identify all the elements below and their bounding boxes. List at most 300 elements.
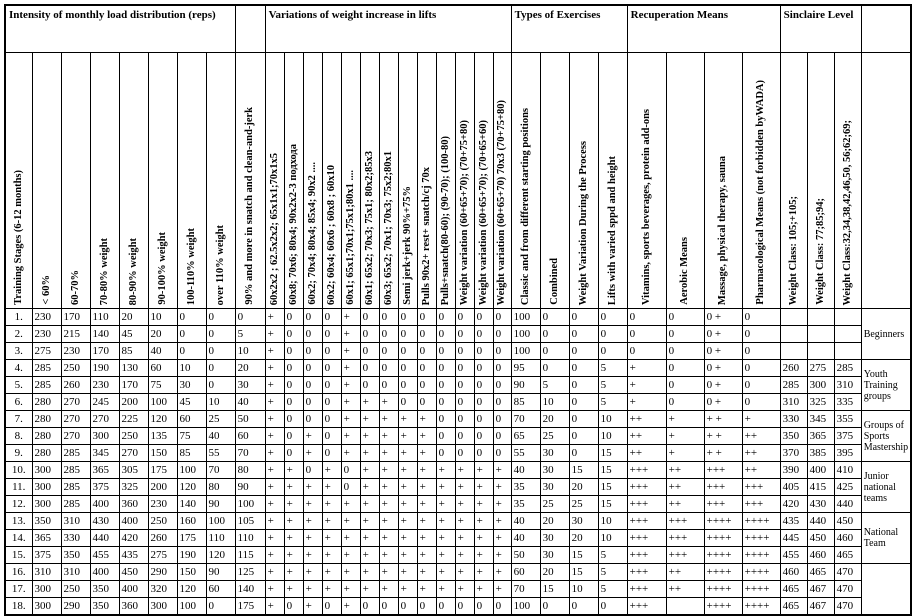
- table-cell: +: [265, 445, 284, 462]
- table-cell: 290: [148, 564, 177, 581]
- table-cell: 415: [807, 479, 834, 496]
- table-cell: 100: [177, 598, 206, 615]
- table-cell: 0: [493, 309, 511, 326]
- table-cell: 0: [455, 343, 474, 360]
- table-cell: 0 +: [704, 309, 742, 326]
- table-cell: 0: [322, 377, 341, 394]
- table-cell: 0: [303, 360, 322, 377]
- table-cell: 0: [398, 326, 417, 343]
- table-cell: 30: [177, 377, 206, 394]
- table-cell: +: [493, 530, 511, 547]
- table-cell: 430: [90, 513, 119, 530]
- table-cell: +: [341, 581, 360, 598]
- row-number: 12.: [5, 496, 32, 513]
- table-cell: 0: [493, 411, 511, 428]
- table-cell: 10: [206, 394, 235, 411]
- table-cell: +: [493, 479, 511, 496]
- row-number: 18.: [5, 598, 32, 615]
- table-cell: 0: [398, 394, 417, 411]
- table-cell: +: [417, 564, 436, 581]
- table-row: [5, 360, 911, 377]
- table-cell: ++: [666, 564, 704, 581]
- table-cell: 0: [742, 394, 780, 411]
- table-cell: +++: [627, 547, 666, 564]
- table-cell: 0: [455, 309, 474, 326]
- table-cell: 460: [834, 530, 861, 547]
- table-cell: +++: [742, 496, 780, 513]
- table-cell: 60: [206, 581, 235, 598]
- table-cell: 0: [569, 326, 598, 343]
- table-cell: +: [303, 428, 322, 445]
- table-cell: ++: [627, 411, 666, 428]
- table-cell: 0: [493, 394, 511, 411]
- column-header-label: 60x1; 65x1;70x1;75x1;80x1 ....: [344, 170, 356, 305]
- table-cell: ++: [666, 479, 704, 496]
- table-cell: +: [360, 479, 379, 496]
- table-cell: 90: [206, 564, 235, 581]
- table-cell: +: [379, 581, 398, 598]
- table-cell: 10: [598, 411, 627, 428]
- column-header: [742, 53, 780, 309]
- column-header: [666, 53, 704, 309]
- table-cell: 30: [569, 513, 598, 530]
- column-header: [398, 53, 417, 309]
- table-cell: 0: [569, 394, 598, 411]
- table-cell: 0: [455, 411, 474, 428]
- table-cell: 375: [834, 428, 861, 445]
- table-cell: 270: [61, 428, 90, 445]
- table-cell: 0: [284, 343, 303, 360]
- table-row: [5, 326, 911, 343]
- table-cell: +: [436, 530, 455, 547]
- table-cell: 0: [493, 377, 511, 394]
- table-cell: 35: [511, 496, 540, 513]
- table-cell: 25: [206, 411, 235, 428]
- table-cell: 0: [379, 343, 398, 360]
- table-cell: 0: [666, 343, 704, 360]
- table-cell: 150: [177, 564, 206, 581]
- table-cell: 45: [119, 326, 148, 343]
- table-cell: 400: [119, 581, 148, 598]
- table-cell: 285: [32, 377, 61, 394]
- table-cell: 0: [540, 598, 569, 615]
- table-cell: 0: [540, 343, 569, 360]
- table-cell: 40: [206, 428, 235, 445]
- table-cell: 0: [436, 326, 455, 343]
- table-cell: +: [360, 462, 379, 479]
- table-cell: 285: [61, 479, 90, 496]
- table-cell: 0: [598, 309, 627, 326]
- table-cell: +++: [627, 581, 666, 598]
- table-cell: 0: [322, 428, 341, 445]
- table-cell: 25: [569, 496, 598, 513]
- table-cell: 0: [742, 343, 780, 360]
- table-cell: 250: [61, 360, 90, 377]
- table-cell: 30: [540, 479, 569, 496]
- table-cell: 465: [807, 564, 834, 581]
- table-cell: 80: [235, 462, 265, 479]
- table-cell: 100: [206, 513, 235, 530]
- table-cell: 0: [455, 326, 474, 343]
- table-cell: 85: [177, 445, 206, 462]
- table-cell: 90: [206, 496, 235, 513]
- table-cell: +: [265, 411, 284, 428]
- table-cell: 0: [436, 377, 455, 394]
- table-cell: 0: [598, 598, 627, 615]
- table-cell: +: [360, 496, 379, 513]
- table-cell: 345: [90, 445, 119, 462]
- table-cell: 20: [540, 411, 569, 428]
- table-cell: 55: [206, 445, 235, 462]
- table-cell: 0: [742, 309, 780, 326]
- table-cell: 160: [177, 513, 206, 530]
- table-cell: 225: [119, 411, 148, 428]
- column-header: [474, 53, 493, 309]
- table-cell: +: [627, 394, 666, 411]
- table-cell: +: [493, 513, 511, 530]
- table-cell: 405: [780, 479, 807, 496]
- table-cell: 5: [235, 326, 265, 343]
- table-cell: +: [474, 513, 493, 530]
- table-cell: +++: [742, 479, 780, 496]
- table-cell: +: [341, 445, 360, 462]
- table-cell: 0: [303, 377, 322, 394]
- table-cell: +: [303, 479, 322, 496]
- table-cell: 20: [540, 564, 569, 581]
- table-row: [5, 496, 911, 513]
- table-cell: 120: [177, 581, 206, 598]
- table-cell: +: [474, 547, 493, 564]
- table-cell: +: [265, 360, 284, 377]
- table-cell: 0: [177, 309, 206, 326]
- column-header: [341, 53, 360, 309]
- table-cell: +: [436, 496, 455, 513]
- table-cell: 385: [807, 445, 834, 462]
- table-cell: 280: [32, 394, 61, 411]
- column-header-label: 100-110% weight: [185, 227, 197, 305]
- table-cell: 270: [61, 394, 90, 411]
- table-cell: 5: [598, 377, 627, 394]
- table-cell: +: [379, 496, 398, 513]
- table-cell: 0: [284, 428, 303, 445]
- table-cell: 0: [206, 360, 235, 377]
- table-cell: 20: [569, 479, 598, 496]
- row-number: 5.: [5, 377, 32, 394]
- column-header: [303, 53, 322, 309]
- table-cell: 175: [235, 598, 265, 615]
- table-cell: +: [284, 496, 303, 513]
- column-header: [148, 53, 177, 309]
- column-header: [235, 53, 265, 309]
- table-cell: +++: [704, 479, 742, 496]
- table-cell: 20: [569, 530, 598, 547]
- table-cell: 5: [598, 581, 627, 598]
- table-cell: 0: [284, 377, 303, 394]
- table-cell: 280: [32, 411, 61, 428]
- table-cell: 20: [540, 513, 569, 530]
- table-cell: 435: [119, 547, 148, 564]
- table-cell: +: [417, 479, 436, 496]
- table-cell: 0: [742, 326, 780, 343]
- table-cell: +++: [666, 530, 704, 547]
- table-cell: 95: [511, 360, 540, 377]
- column-header-label: 60x1; 65x2; 70x3; 75x1; 80x2;85x3: [363, 151, 375, 305]
- table-cell: 10: [148, 309, 177, 326]
- table-cell: ++++: [704, 530, 742, 547]
- table-cell: +++: [666, 547, 704, 564]
- table-cell: 280: [32, 428, 61, 445]
- table-row: [5, 411, 911, 428]
- table-cell: 0: [436, 360, 455, 377]
- table-cell: 100: [177, 462, 206, 479]
- table-cell: 40: [511, 513, 540, 530]
- table-cell: 40: [235, 394, 265, 411]
- column-header-label: Weight Class: 77;85;94;: [814, 198, 826, 305]
- table-cell: 410: [834, 462, 861, 479]
- table-cell: 55: [511, 445, 540, 462]
- table-cell: 300: [90, 428, 119, 445]
- table-cell: 0: [569, 428, 598, 445]
- table-cell: +: [474, 564, 493, 581]
- column-header: [598, 53, 627, 309]
- table-cell: 20: [119, 309, 148, 326]
- table-cell: 190: [90, 360, 119, 377]
- table-cell: 325: [119, 479, 148, 496]
- table-cell: 110: [90, 309, 119, 326]
- column-header-label: Weight Class:32,34,38,42,46,50, 56;62;69;: [841, 119, 853, 305]
- table-cell: 0: [398, 377, 417, 394]
- table-cell: 310: [32, 564, 61, 581]
- table-cell: +: [379, 513, 398, 530]
- table-cell: 30: [540, 445, 569, 462]
- table-cell: 70: [511, 411, 540, 428]
- table-cell: +++: [627, 530, 666, 547]
- table-cell: 0 +: [704, 326, 742, 343]
- table-cell: 200: [148, 479, 177, 496]
- table-cell: 0: [177, 343, 206, 360]
- table-cell: 270: [90, 411, 119, 428]
- table-cell: +: [265, 343, 284, 360]
- table-cell: 50: [511, 547, 540, 564]
- table-cell: +: [379, 547, 398, 564]
- table-cell: +: [398, 462, 417, 479]
- table-cell: +: [417, 530, 436, 547]
- table-cell: 0: [322, 598, 341, 615]
- table-cell: +: [417, 411, 436, 428]
- table-cell: 0: [436, 598, 455, 615]
- table-row: [5, 343, 911, 360]
- table-cell: 350: [32, 513, 61, 530]
- table-cell: 350: [780, 428, 807, 445]
- table-cell: 40: [511, 462, 540, 479]
- table-cell: 70: [235, 445, 265, 462]
- table-cell: 0: [436, 411, 455, 428]
- table-cell: 20: [235, 360, 265, 377]
- training-stage-label: [861, 564, 911, 615]
- column-header: [90, 53, 119, 309]
- table-cell: 175: [177, 530, 206, 547]
- table-cell: 0: [284, 445, 303, 462]
- table-cell: +: [322, 496, 341, 513]
- table-cell: +: [379, 411, 398, 428]
- table-cell: 470: [834, 581, 861, 598]
- training-stage-label: Youth Training groups: [861, 360, 911, 411]
- table-cell: [780, 309, 807, 326]
- table-cell: 420: [119, 530, 148, 547]
- table-cell: 0: [474, 394, 493, 411]
- row-number: 4.: [5, 360, 32, 377]
- table-cell: +: [360, 445, 379, 462]
- group-header-row: [5, 5, 911, 53]
- row-number: 2.: [5, 326, 32, 343]
- table-cell: 300: [32, 581, 61, 598]
- column-header-label: Pulls+snatch(80-60); (90-70); (100-80): [439, 135, 451, 305]
- table-cell: 15: [569, 564, 598, 581]
- column-header: [32, 53, 61, 309]
- table-cell: +: [360, 394, 379, 411]
- table-cell: 0: [436, 445, 455, 462]
- table-cell: 0: [455, 428, 474, 445]
- table-cell: 395: [834, 445, 861, 462]
- table-cell: 120: [206, 547, 235, 564]
- table-cell: 0: [666, 309, 704, 326]
- column-header-label: Combined: [548, 258, 560, 305]
- table-cell: ++: [666, 581, 704, 598]
- table-cell: +: [265, 326, 284, 343]
- table-cell: [780, 326, 807, 343]
- table-cell: ++: [742, 462, 780, 479]
- table-cell: 130: [119, 360, 148, 377]
- table-cell: +: [360, 564, 379, 581]
- table-cell: 0: [417, 394, 436, 411]
- table-cell: +: [474, 530, 493, 547]
- table-cell: 170: [90, 343, 119, 360]
- table-cell: +: [417, 581, 436, 598]
- table-cell: 30: [540, 547, 569, 564]
- table-cell: +: [360, 428, 379, 445]
- table-cell: +: [322, 513, 341, 530]
- table-cell: +: [474, 462, 493, 479]
- table-cell: 0: [742, 360, 780, 377]
- table-cell: 360: [119, 598, 148, 615]
- row-number: 3.: [5, 343, 32, 360]
- table-cell: 0: [303, 411, 322, 428]
- table-cell: 0: [303, 394, 322, 411]
- table-cell: +: [341, 598, 360, 615]
- table-cell: 275: [32, 343, 61, 360]
- table-cell: 0: [284, 309, 303, 326]
- table-cell: 285: [61, 445, 90, 462]
- table-cell: +: [341, 343, 360, 360]
- table-cell: 30: [540, 530, 569, 547]
- table-cell: 0: [569, 411, 598, 428]
- table-cell: 0: [493, 428, 511, 445]
- table-cell: 330: [61, 530, 90, 547]
- table-cell: 460: [780, 564, 807, 581]
- table-cell: 230: [32, 326, 61, 343]
- table-cell: 10: [540, 394, 569, 411]
- table-cell: ++++: [704, 564, 742, 581]
- table-cell: 5: [540, 377, 569, 394]
- table-cell: ++: [666, 462, 704, 479]
- table-cell: +: [455, 513, 474, 530]
- row-number: 14.: [5, 530, 32, 547]
- table-cell: 275: [148, 547, 177, 564]
- table-cell: 250: [119, 428, 148, 445]
- training-stage-label: Groups of Sports Mastership: [861, 411, 911, 462]
- table-cell: 0: [360, 360, 379, 377]
- table-cell: +: [436, 564, 455, 581]
- table-cell: +: [379, 445, 398, 462]
- table-cell: 0: [303, 309, 322, 326]
- table-cell: 0: [474, 428, 493, 445]
- table-cell: ++: [627, 445, 666, 462]
- table-cell: 0: [360, 598, 379, 615]
- column-header-label: 60x8; 70x6; 80x4; 90x2x2-3 подхода: [287, 144, 299, 305]
- table-cell: [834, 343, 861, 360]
- table-cell: +: [398, 496, 417, 513]
- column-header-label: over 110% weight: [214, 224, 226, 305]
- table-row: [5, 513, 911, 530]
- table-cell: +: [398, 530, 417, 547]
- table-cell: +: [398, 547, 417, 564]
- table-cell: +: [360, 547, 379, 564]
- table-cell: 0: [627, 309, 666, 326]
- column-header: [61, 53, 90, 309]
- table-cell: +: [360, 411, 379, 428]
- column-header-label: Massage, physical therapy, sauna: [717, 155, 729, 305]
- column-header: [5, 53, 32, 309]
- table-cell: 90: [235, 479, 265, 496]
- table-cell: 440: [834, 496, 861, 513]
- table-cell: 10: [569, 581, 598, 598]
- table-cell: 0: [666, 360, 704, 377]
- column-header-label: 70-80% weight: [98, 237, 110, 305]
- table-cell: 470: [834, 598, 861, 615]
- table-cell: 85: [511, 394, 540, 411]
- table-cell: 0: [569, 343, 598, 360]
- column-header-label: < 60%: [40, 275, 52, 305]
- table-cell: 0: [284, 598, 303, 615]
- table-cell: 270: [119, 445, 148, 462]
- table-cell: 467: [807, 598, 834, 615]
- table-cell: 260: [780, 360, 807, 377]
- table-cell: 310: [61, 513, 90, 530]
- table-cell: 75: [177, 428, 206, 445]
- table-cell: 0: [284, 326, 303, 343]
- table-cell: 120: [177, 479, 206, 496]
- table-cell: +: [417, 445, 436, 462]
- column-header-label: Weight Class: 105;+105;: [787, 195, 799, 305]
- table-cell: +: [303, 530, 322, 547]
- table-cell: +: [341, 394, 360, 411]
- table-cell: 0: [398, 360, 417, 377]
- table-cell: +: [436, 462, 455, 479]
- table-cell: 310: [61, 564, 90, 581]
- table-cell: 290: [61, 598, 90, 615]
- table-cell: 100: [511, 309, 540, 326]
- column-header-label: 90% and more in snatch and clean-and-jerk: [244, 107, 256, 305]
- table-cell: +: [455, 496, 474, 513]
- table-cell: 230: [148, 496, 177, 513]
- table-cell: +: [398, 581, 417, 598]
- table-cell: +: [417, 462, 436, 479]
- table-cell: 310: [834, 377, 861, 394]
- column-header: [322, 53, 341, 309]
- table-cell: 200: [119, 394, 148, 411]
- table-cell: 0: [493, 343, 511, 360]
- table-cell: 0: [322, 411, 341, 428]
